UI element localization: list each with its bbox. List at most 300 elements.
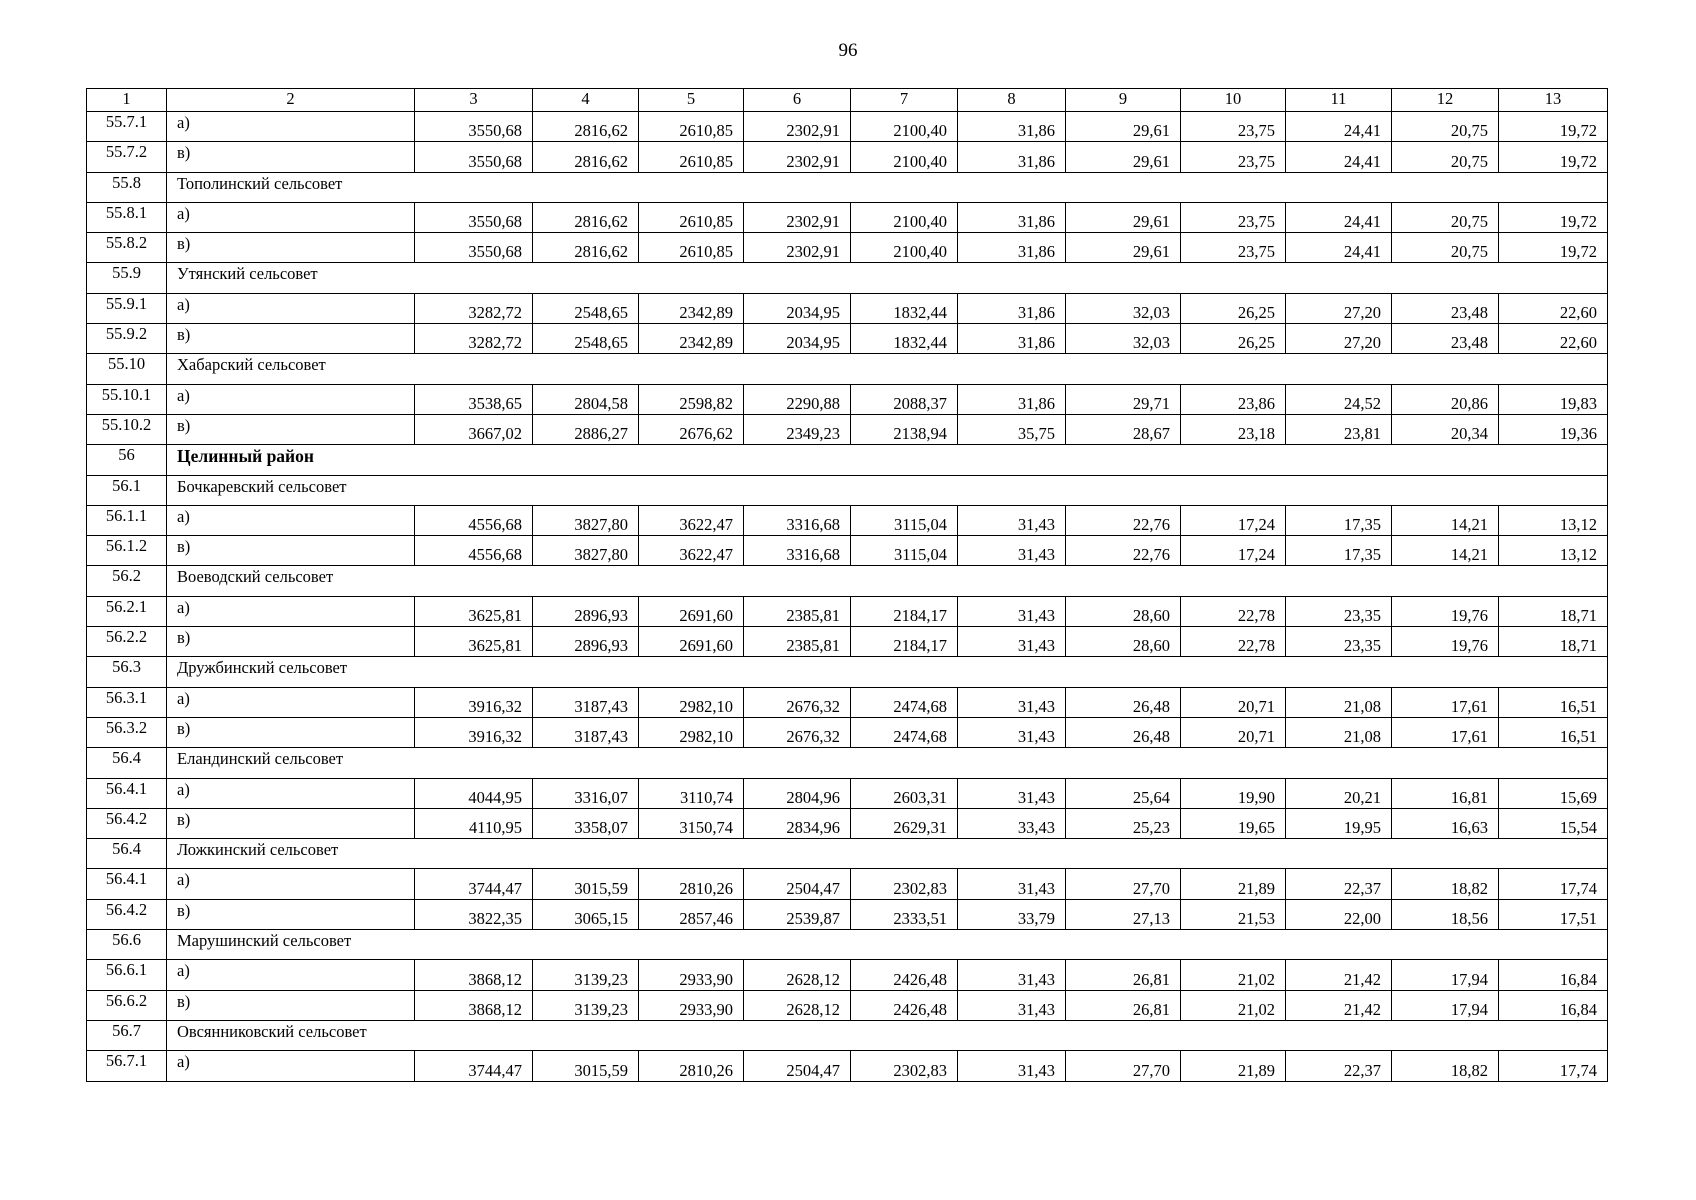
value-cell: 1832,44	[851, 324, 958, 354]
value-cell: 2676,32	[744, 687, 851, 717]
value-cell: 18,71	[1499, 627, 1608, 657]
row-label: в)	[167, 233, 415, 263]
value-cell: 2548,65	[533, 293, 639, 323]
value-cell: 2504,47	[744, 869, 851, 899]
value-cell: 31,86	[958, 384, 1066, 414]
value-cell: 31,43	[958, 960, 1066, 990]
value-cell: 26,48	[1066, 717, 1181, 747]
tariff-table	[86, 88, 1608, 1082]
value-cell: 2302,91	[744, 202, 851, 232]
value-cell: 2302,83	[851, 869, 958, 899]
data-row	[87, 990, 1608, 1020]
value-cell: 4044,95	[415, 778, 533, 808]
data-row	[87, 627, 1608, 657]
value-cell: 21,89	[1181, 869, 1286, 899]
row-number: 56.3.2	[87, 717, 167, 747]
section-name: Бочкаревский сельсовет	[167, 475, 1608, 505]
value-cell: 33,43	[958, 808, 1066, 838]
row-label: в)	[167, 990, 415, 1020]
section-row	[87, 475, 1608, 505]
row-number: 56.1.2	[87, 536, 167, 566]
section-row	[87, 1020, 1608, 1050]
value-cell: 21,89	[1181, 1051, 1286, 1081]
value-cell: 27,20	[1286, 293, 1392, 323]
column-header: 9	[1066, 89, 1181, 112]
value-cell: 3667,02	[415, 414, 533, 444]
value-cell: 2610,85	[639, 202, 744, 232]
value-cell: 2896,93	[533, 596, 639, 626]
row-number: 56.2.2	[87, 627, 167, 657]
value-cell: 16,51	[1499, 687, 1608, 717]
value-cell: 20,75	[1392, 112, 1499, 142]
value-cell: 3150,74	[639, 808, 744, 838]
value-cell: 3139,23	[533, 990, 639, 1020]
row-label: а)	[167, 1051, 415, 1081]
value-cell: 3115,04	[851, 536, 958, 566]
value-cell: 31,43	[958, 717, 1066, 747]
value-cell: 19,36	[1499, 414, 1608, 444]
value-cell: 14,21	[1392, 536, 1499, 566]
value-cell: 4556,68	[415, 505, 533, 535]
value-cell: 3316,68	[744, 505, 851, 535]
value-cell: 2342,89	[639, 324, 744, 354]
value-cell: 23,75	[1181, 142, 1286, 172]
value-cell: 3015,59	[533, 869, 639, 899]
value-cell: 16,84	[1499, 990, 1608, 1020]
column-header: 1	[87, 89, 167, 112]
value-cell: 24,41	[1286, 202, 1392, 232]
value-cell: 27,70	[1066, 1051, 1181, 1081]
row-label: а)	[167, 596, 415, 626]
row-label: а)	[167, 505, 415, 535]
row-number: 56.3.1	[87, 687, 167, 717]
section-row	[87, 172, 1608, 202]
data-row	[87, 960, 1608, 990]
section-name: Воеводский сельсовет	[167, 566, 1608, 596]
value-cell: 23,75	[1181, 233, 1286, 263]
value-cell: 19,76	[1392, 596, 1499, 626]
value-cell: 3822,35	[415, 899, 533, 929]
value-cell: 2816,62	[533, 202, 639, 232]
row-number: 55.9.2	[87, 324, 167, 354]
data-row	[87, 899, 1608, 929]
value-cell: 27,20	[1286, 324, 1392, 354]
value-cell: 19,95	[1286, 808, 1392, 838]
value-cell: 16,51	[1499, 717, 1608, 747]
table-body	[87, 89, 1608, 1082]
value-cell: 20,71	[1181, 687, 1286, 717]
value-cell: 3316,07	[533, 778, 639, 808]
data-row	[87, 233, 1608, 263]
value-cell: 28,60	[1066, 627, 1181, 657]
section-row	[87, 566, 1608, 596]
value-cell: 31,43	[958, 1051, 1066, 1081]
value-cell: 31,43	[958, 869, 1066, 899]
column-header: 6	[744, 89, 851, 112]
value-cell: 23,18	[1181, 414, 1286, 444]
value-cell: 18,82	[1392, 869, 1499, 899]
row-number: 56.3	[87, 657, 167, 687]
value-cell: 2302,83	[851, 1051, 958, 1081]
value-cell: 21,08	[1286, 717, 1392, 747]
row-number: 56.7.1	[87, 1051, 167, 1081]
row-number: 55.9.1	[87, 293, 167, 323]
value-cell: 3622,47	[639, 536, 744, 566]
value-cell: 2184,17	[851, 627, 958, 657]
row-number: 56.2.1	[87, 596, 167, 626]
value-cell: 31,43	[958, 687, 1066, 717]
value-cell: 27,70	[1066, 869, 1181, 899]
value-cell: 22,60	[1499, 324, 1608, 354]
value-cell: 31,86	[958, 324, 1066, 354]
value-cell: 26,48	[1066, 687, 1181, 717]
value-cell: 2474,68	[851, 687, 958, 717]
value-cell: 19,72	[1499, 233, 1608, 263]
row-number: 55.10	[87, 354, 167, 384]
data-row	[87, 414, 1608, 444]
value-cell: 3550,68	[415, 202, 533, 232]
value-cell: 2816,62	[533, 112, 639, 142]
value-cell: 2676,32	[744, 717, 851, 747]
value-cell: 2333,51	[851, 899, 958, 929]
value-cell: 2628,12	[744, 960, 851, 990]
section-name: Марушинский сельсовет	[167, 930, 1608, 960]
value-cell: 31,43	[958, 596, 1066, 626]
row-number: 55.7.1	[87, 112, 167, 142]
value-cell: 2933,90	[639, 960, 744, 990]
value-cell: 3916,32	[415, 687, 533, 717]
value-cell: 2603,31	[851, 778, 958, 808]
value-cell: 17,61	[1392, 687, 1499, 717]
data-row	[87, 808, 1608, 838]
value-cell: 4556,68	[415, 536, 533, 566]
row-label: а)	[167, 202, 415, 232]
value-cell: 18,82	[1392, 1051, 1499, 1081]
value-cell: 29,61	[1066, 233, 1181, 263]
value-cell: 28,67	[1066, 414, 1181, 444]
value-cell: 22,76	[1066, 536, 1181, 566]
value-cell: 22,78	[1181, 596, 1286, 626]
section-name: Тополинский сельсовет	[167, 172, 1608, 202]
data-row	[87, 687, 1608, 717]
value-cell: 3282,72	[415, 293, 533, 323]
value-cell: 33,79	[958, 899, 1066, 929]
value-cell: 26,25	[1181, 324, 1286, 354]
value-cell: 2816,62	[533, 233, 639, 263]
value-cell: 3625,81	[415, 627, 533, 657]
value-cell: 2138,94	[851, 414, 958, 444]
value-cell: 2474,68	[851, 717, 958, 747]
section-name: Еландинский сельсовет	[167, 748, 1608, 778]
value-cell: 19,72	[1499, 112, 1608, 142]
value-cell: 2426,48	[851, 960, 958, 990]
value-cell: 23,48	[1392, 293, 1499, 323]
row-number: 56.1.1	[87, 505, 167, 535]
value-cell: 3187,43	[533, 687, 639, 717]
value-cell: 21,02	[1181, 990, 1286, 1020]
value-cell: 2034,95	[744, 293, 851, 323]
value-cell: 3538,65	[415, 384, 533, 414]
value-cell: 29,71	[1066, 384, 1181, 414]
value-cell: 22,37	[1286, 1051, 1392, 1081]
data-row	[87, 596, 1608, 626]
district-name: Целинный район	[167, 445, 1608, 475]
value-cell: 4110,95	[415, 808, 533, 838]
value-cell: 18,71	[1499, 596, 1608, 626]
value-cell: 31,43	[958, 627, 1066, 657]
row-label: а)	[167, 869, 415, 899]
value-cell: 3868,12	[415, 960, 533, 990]
column-header: 7	[851, 89, 958, 112]
row-label: в)	[167, 808, 415, 838]
value-cell: 31,43	[958, 536, 1066, 566]
value-cell: 2628,12	[744, 990, 851, 1020]
row-label: в)	[167, 414, 415, 444]
value-cell: 29,61	[1066, 112, 1181, 142]
row-label: а)	[167, 384, 415, 414]
value-cell: 21,53	[1181, 899, 1286, 929]
data-row	[87, 869, 1608, 899]
value-cell: 17,74	[1499, 1051, 1608, 1081]
value-cell: 25,64	[1066, 778, 1181, 808]
value-cell: 31,86	[958, 142, 1066, 172]
value-cell: 17,51	[1499, 899, 1608, 929]
row-label: в)	[167, 899, 415, 929]
value-cell: 26,81	[1066, 960, 1181, 990]
value-cell: 2816,62	[533, 142, 639, 172]
value-cell: 27,13	[1066, 899, 1181, 929]
column-header: 12	[1392, 89, 1499, 112]
value-cell: 20,75	[1392, 233, 1499, 263]
value-cell: 2342,89	[639, 293, 744, 323]
data-row	[87, 142, 1608, 172]
value-cell: 15,54	[1499, 808, 1608, 838]
row-number: 56.6.2	[87, 990, 167, 1020]
section-row	[87, 839, 1608, 869]
column-header: 4	[533, 89, 639, 112]
header-row	[87, 89, 1608, 112]
value-cell: 31,86	[958, 202, 1066, 232]
value-cell: 2810,26	[639, 869, 744, 899]
value-cell: 2610,85	[639, 112, 744, 142]
value-cell: 23,75	[1181, 112, 1286, 142]
value-cell: 3625,81	[415, 596, 533, 626]
value-cell: 2810,26	[639, 1051, 744, 1081]
value-cell: 3622,47	[639, 505, 744, 535]
row-label: в)	[167, 627, 415, 657]
data-row	[87, 536, 1608, 566]
row-label: а)	[167, 112, 415, 142]
row-number: 55.10.2	[87, 414, 167, 444]
value-cell: 2385,81	[744, 627, 851, 657]
column-header: 10	[1181, 89, 1286, 112]
section-name: Овсянниковский сельсовет	[167, 1020, 1608, 1050]
value-cell: 31,86	[958, 293, 1066, 323]
value-cell: 18,56	[1392, 899, 1499, 929]
value-cell: 24,52	[1286, 384, 1392, 414]
value-cell: 19,83	[1499, 384, 1608, 414]
section-name: Ложкинский сельсовет	[167, 839, 1608, 869]
value-cell: 2034,95	[744, 324, 851, 354]
value-cell: 3065,15	[533, 899, 639, 929]
value-cell: 2548,65	[533, 324, 639, 354]
value-cell: 24,41	[1286, 142, 1392, 172]
value-cell: 3358,07	[533, 808, 639, 838]
column-header: 2	[167, 89, 415, 112]
value-cell: 16,81	[1392, 778, 1499, 808]
value-cell: 23,75	[1181, 202, 1286, 232]
value-cell: 31,43	[958, 990, 1066, 1020]
row-number: 56.6	[87, 930, 167, 960]
value-cell: 2302,91	[744, 112, 851, 142]
value-cell: 17,35	[1286, 536, 1392, 566]
value-cell: 20,75	[1392, 202, 1499, 232]
value-cell: 2426,48	[851, 990, 958, 1020]
row-number: 55.8.2	[87, 233, 167, 263]
value-cell: 2676,62	[639, 414, 744, 444]
value-cell: 2100,40	[851, 142, 958, 172]
value-cell: 2933,90	[639, 990, 744, 1020]
row-number: 56.4.2	[87, 808, 167, 838]
column-header: 11	[1286, 89, 1392, 112]
value-cell: 23,35	[1286, 596, 1392, 626]
value-cell: 2804,58	[533, 384, 639, 414]
value-cell: 17,74	[1499, 869, 1608, 899]
value-cell: 2886,27	[533, 414, 639, 444]
column-header: 8	[958, 89, 1066, 112]
value-cell: 17,94	[1392, 960, 1499, 990]
data-row	[87, 202, 1608, 232]
value-cell: 31,86	[958, 233, 1066, 263]
value-cell: 2804,96	[744, 778, 851, 808]
value-cell: 2504,47	[744, 1051, 851, 1081]
value-cell: 29,61	[1066, 142, 1181, 172]
section-name: Дружбинский сельсовет	[167, 657, 1608, 687]
value-cell: 3110,74	[639, 778, 744, 808]
data-row	[87, 717, 1608, 747]
value-cell: 3916,32	[415, 717, 533, 747]
row-number: 56.2	[87, 566, 167, 596]
value-cell: 13,12	[1499, 536, 1608, 566]
row-number: 55.8	[87, 172, 167, 202]
value-cell: 17,35	[1286, 505, 1392, 535]
row-label: в)	[167, 324, 415, 354]
section-name: Хабарский сельсовет	[167, 354, 1608, 384]
value-cell: 3827,80	[533, 536, 639, 566]
value-cell: 3744,47	[415, 1051, 533, 1081]
value-cell: 21,08	[1286, 687, 1392, 717]
column-header: 13	[1499, 89, 1608, 112]
data-row	[87, 1051, 1608, 1081]
value-cell: 29,61	[1066, 202, 1181, 232]
value-cell: 35,75	[958, 414, 1066, 444]
value-cell: 2857,46	[639, 899, 744, 929]
value-cell: 3827,80	[533, 505, 639, 535]
section-row	[87, 748, 1608, 778]
value-cell: 19,65	[1181, 808, 1286, 838]
row-number: 56.4.2	[87, 899, 167, 929]
row-number: 55.7.2	[87, 142, 167, 172]
value-cell: 3868,12	[415, 990, 533, 1020]
row-number: 56.7	[87, 1020, 167, 1050]
value-cell: 3115,04	[851, 505, 958, 535]
value-cell: 2100,40	[851, 112, 958, 142]
value-cell: 20,21	[1286, 778, 1392, 808]
row-number: 56.4	[87, 748, 167, 778]
section-name: Утянский сельсовет	[167, 263, 1608, 293]
row-number: 56.4.1	[87, 778, 167, 808]
value-cell: 3744,47	[415, 869, 533, 899]
row-number: 56	[87, 445, 167, 475]
value-cell: 31,86	[958, 112, 1066, 142]
value-cell: 20,75	[1392, 142, 1499, 172]
value-cell: 3316,68	[744, 536, 851, 566]
row-number: 56.4.1	[87, 869, 167, 899]
value-cell: 22,76	[1066, 505, 1181, 535]
value-cell: 2610,85	[639, 142, 744, 172]
value-cell: 2302,91	[744, 233, 851, 263]
data-row	[87, 324, 1608, 354]
value-cell: 26,25	[1181, 293, 1286, 323]
row-number: 56.4	[87, 839, 167, 869]
value-cell: 28,60	[1066, 596, 1181, 626]
value-cell: 3550,68	[415, 142, 533, 172]
value-cell: 2302,91	[744, 142, 851, 172]
row-number: 56.6.1	[87, 960, 167, 990]
value-cell: 21,42	[1286, 960, 1392, 990]
value-cell: 22,37	[1286, 869, 1392, 899]
value-cell: 26,81	[1066, 990, 1181, 1020]
value-cell: 2982,10	[639, 717, 744, 747]
value-cell: 20,34	[1392, 414, 1499, 444]
value-cell: 16,63	[1392, 808, 1499, 838]
row-label: а)	[167, 778, 415, 808]
row-label: а)	[167, 960, 415, 990]
value-cell: 13,12	[1499, 505, 1608, 535]
value-cell: 1832,44	[851, 293, 958, 323]
data-row	[87, 293, 1608, 323]
section-row	[87, 354, 1608, 384]
row-label: а)	[167, 687, 415, 717]
value-cell: 21,02	[1181, 960, 1286, 990]
section-row	[87, 930, 1608, 960]
value-cell: 2100,40	[851, 202, 958, 232]
value-cell: 2385,81	[744, 596, 851, 626]
value-cell: 3550,68	[415, 233, 533, 263]
value-cell: 17,24	[1181, 505, 1286, 535]
data-row	[87, 112, 1608, 142]
value-cell: 2629,31	[851, 808, 958, 838]
value-cell: 2610,85	[639, 233, 744, 263]
value-cell: 22,78	[1181, 627, 1286, 657]
value-cell: 23,48	[1392, 324, 1499, 354]
value-cell: 2290,88	[744, 384, 851, 414]
section-row	[87, 263, 1608, 293]
value-cell: 19,72	[1499, 202, 1608, 232]
value-cell: 17,61	[1392, 717, 1499, 747]
row-number: 55.8.1	[87, 202, 167, 232]
column-header: 3	[415, 89, 533, 112]
data-row	[87, 505, 1608, 535]
row-label: в)	[167, 717, 415, 747]
value-cell: 2834,96	[744, 808, 851, 838]
page-number: 96	[838, 40, 858, 61]
value-cell: 19,90	[1181, 778, 1286, 808]
value-cell: 22,00	[1286, 899, 1392, 929]
value-cell: 31,43	[958, 778, 1066, 808]
value-cell: 23,35	[1286, 627, 1392, 657]
value-cell: 2896,93	[533, 627, 639, 657]
